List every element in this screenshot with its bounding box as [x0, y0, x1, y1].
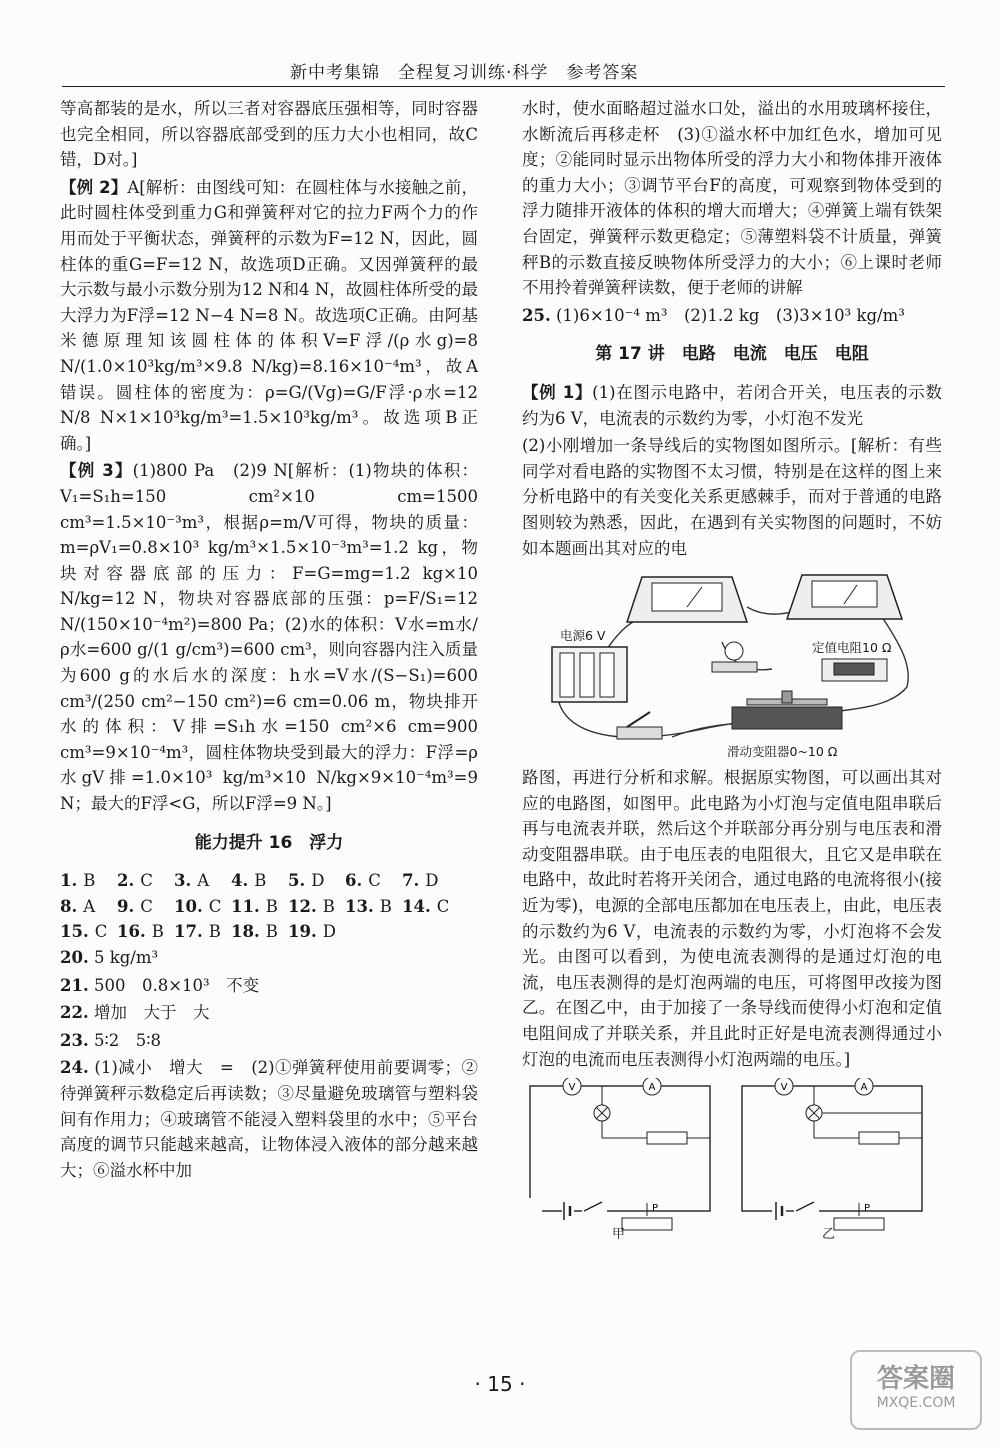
- page-number: · 15 ·: [474, 1372, 526, 1396]
- answer-choice: A: [83, 896, 96, 916]
- answer-choice: C: [368, 871, 381, 891]
- switch-icon: [617, 712, 662, 739]
- circuit-jia: [522, 1078, 710, 1230]
- answer-24: [60, 1055, 478, 1183]
- answer-number: 5.: [288, 871, 306, 891]
- rheostat-icon: [834, 1218, 884, 1230]
- answer-choice: D: [322, 922, 336, 942]
- answer-item: [288, 868, 345, 894]
- watermark-url: MXQE.COM: [876, 1395, 956, 1411]
- rheostat-icon: [732, 691, 842, 729]
- example-2: [60, 175, 478, 457]
- battery-icon: [552, 647, 627, 702]
- answer-choice: C: [436, 896, 450, 916]
- answer-number: 20.: [60, 948, 89, 967]
- answer-number: 24.: [60, 1058, 89, 1078]
- bulb-icon: [712, 642, 757, 672]
- example-label: 【例 3】: [60, 461, 133, 481]
- answer-choice: D: [425, 871, 439, 891]
- answer-choice: D: [311, 871, 325, 891]
- resistor-icon: [859, 1132, 899, 1144]
- resistor-label: 定值电阻10 Ω: [812, 640, 892, 656]
- answer-item: [402, 868, 459, 894]
- answer-grid: [60, 868, 478, 945]
- example-text: A[解析：由图线可知：在圆柱体与水接触之前，此时圆柱体受到重力G和弹簧秤对它的拉力F两个力的作用而处于平衡状态，弹簧秤的示数为F=12 N，因此，圆柱体的重G=F=12 N，故选项D正确。又因弹簧秤的最大示数与最小示数分别为12 N和4 N，故圆柱体所受的最大浮力为F浮=12 N−4 N=8 N。故选项C正确。由阿基米德原理知该圆柱体的体积V=F浮/(ρ水g)=8 N/(1.0×10³kg/m³×9.8 N/kg)=8.16×10⁻⁴m³，故A错误。圆柱体的密度为：ρ=G/(Vg)=G/F浮·ρ水=12 N/8 N×1×10³kg/m³=1.5×10³kg/m³。故选项B正确。]: [60, 177, 478, 453]
- answer-25: [522, 303, 942, 329]
- answer-number: 1.: [60, 871, 78, 891]
- answer-number: 21.: [60, 975, 89, 995]
- header-rule: [62, 86, 945, 87]
- answer-item: [60, 868, 117, 894]
- answer-number: 11.: [231, 896, 260, 916]
- answer-item: [288, 894, 345, 920]
- answer-text: (1)6×10⁻⁴ m³ (2)1.2 kg (3)3×10³ kg/m³: [555, 305, 905, 325]
- answer-item: [174, 919, 231, 945]
- answer-text: (1)减小 增大 = (2)①弹簧秤使用前要调零；②待弹簧秤示数稳定后再读数；③尽量避免玻璃管与塑料袋间有作用力；④玻璃管不能浸入塑料袋里的水中；⑤平台高度的调节只能越来越高，让物体浸入液体的部分越来越大；⑥溢水杯中加: [60, 1058, 478, 1180]
- answer-20: [60, 945, 478, 971]
- figure-label-jia: 甲: [612, 1227, 626, 1243]
- answer-choice: A: [197, 871, 210, 891]
- answer-text: 5∶2 5∶8: [93, 1030, 162, 1050]
- answer-item: [174, 868, 231, 894]
- answer-number: 12.: [288, 896, 317, 916]
- answer-choice: C: [94, 922, 108, 942]
- answer-number: 17.: [174, 922, 203, 942]
- resistor-icon: [647, 1132, 687, 1144]
- answer-choice: C: [140, 896, 153, 916]
- answer-22: [60, 1000, 478, 1026]
- answer-choice: B: [265, 896, 278, 916]
- answer-number: 3.: [174, 871, 192, 891]
- answer-choice: C: [208, 896, 222, 916]
- circuit-diagrams: [522, 1078, 932, 1243]
- physical-circuit-drawing: [522, 567, 932, 757]
- answer-item: [117, 919, 174, 945]
- ammeter-symbol: A: [648, 1082, 656, 1094]
- answer-choice: C: [140, 871, 153, 891]
- answer-item: [231, 868, 288, 894]
- answer-choice: B: [254, 871, 267, 891]
- section-title: 能力提升 16 浮力: [194, 832, 344, 853]
- answer-number: 2.: [117, 871, 135, 891]
- answer-number: 7.: [402, 871, 420, 891]
- voltmeter-symbol: V: [568, 1082, 576, 1094]
- rheostat-label: 滑动变阻器0~10 Ω: [727, 744, 838, 760]
- answer-number: 6.: [345, 871, 363, 891]
- answer-number: 9.: [117, 896, 135, 916]
- answer-item: [117, 894, 174, 920]
- answer-number: 13.: [345, 896, 374, 916]
- voltmeter-symbol: V: [780, 1082, 788, 1094]
- voltmeter-icon: [787, 575, 902, 619]
- answer-21: [60, 973, 478, 999]
- section-title: 第 17 讲 电路 电流 电压 电阻: [595, 344, 869, 365]
- answer-number: 22.: [60, 1003, 89, 1023]
- example-text: (1)800 Pa (2)9 N[解析：(1)物块的体积：V₁=S₁h=150 cm²×10 cm=1500 cm³=1.5×10⁻³m³，根据ρ=m/V可得，物块的质量：m=ρV₁=0.8×10³ kg/m³×1.5×10⁻³m³=1.2 kg，物块对容器底部的压力：F=G=mg=1.2 kg×10 N/kg=12 N，物块对容器底部的压强：p=F/S₁=12 N/(150×10⁻⁴m²)=800 Pa；(2)水的体积：V水=m水/ρ水=600 g/(1 g/cm³)=600 cm³，则向容器内注入质量为600 g的水后水的深度：h水=V水/(S−S₁)=600 cm³/(250 cm²−150 cm²)=6 cm=0.06 m，物块排开水的体积：V排=S₁h水=150 cm²×6 cm=900 cm³=9×10⁻⁴m³，圆柱体物块受到最大的浮力：F浮=ρ水gV排=1.0×10³ kg/m³×10 N/kg×9×10⁻⁴m³=9 N；最大的F浮<G，所以F浮=9 N。]: [60, 461, 478, 814]
- right-column: [522, 96, 942, 1246]
- answer-choice: B: [322, 896, 335, 916]
- watermark-logo: [850, 1350, 982, 1430]
- answer-number: 10.: [174, 896, 203, 916]
- answer-number: 15.: [60, 922, 89, 942]
- paragraph: 水时，使水面略超过溢水口处，溢出的水用玻璃杯接住，水断流后再移走杯 (3)①溢水杯中加红色水，增加可见度；②能同时显示出物体所受的浮力大小和物体排开液体的重力大小；③调节平台F的高度，可观察到物体受到的浮力随排开液体的体积的增大而增大；④弹簧上端有铁架台固定，弹簧秤示数更稳定；⑤薄塑料袋不计质量，弹簧秤B的示数直接反映物体所受浮力的大小；⑥上课时老师不用拎着弹簧秤读数，便于老师的讲解: [522, 99, 942, 298]
- answer-number: 8.: [60, 896, 78, 916]
- answer-choice: B: [265, 922, 278, 942]
- answer-choice: B: [151, 922, 164, 942]
- answer-choice: B: [208, 922, 221, 942]
- left-column: [60, 96, 478, 1185]
- answer-23: [60, 1028, 478, 1054]
- answer-number: 4.: [231, 871, 249, 891]
- answer-number: 14.: [402, 896, 431, 916]
- answer-item: [117, 868, 174, 894]
- answer-number: 16.: [117, 922, 146, 942]
- answer-number: 25.: [522, 305, 551, 325]
- ammeter-icon: [627, 577, 747, 622]
- paragraph: 等高都装的是水，所以三者对容器底压强相等，同时容器也完全相同，所以容器底部受到的压力大小也相同，故C错，D对。]: [60, 99, 478, 170]
- example-label: 【例 2】: [60, 177, 128, 197]
- answer-text: 增加 大于 大: [93, 1003, 210, 1023]
- answer-item: [288, 919, 345, 945]
- example-label: 【例 1】: [522, 382, 593, 402]
- answer-item: [60, 894, 117, 920]
- circuit-yi: [742, 1078, 922, 1230]
- answer-number: 19.: [288, 922, 317, 942]
- answer-item: [402, 894, 459, 920]
- answer-item: [174, 894, 231, 920]
- answer-choice: B: [83, 871, 96, 891]
- paragraph: 路图，再进行分析和求解。根据原实物图，可以画出其对应的电路图，如图甲。此电路为小灯泡与定值电阻串联后再与电流表并联，然后这个并联部分再分别与电压表和滑动变阻器串联。由于电压表的电阻很大，且它又是串联在电路中，故此时若将开关闭合，通过电路的电流将很小(接近为零)，电源的全部电压都加在电压表上，由此，电压表的示数约为6 V，电流表的示数约为零，小灯泡将不会发光。由图可以看到，为使电流表测得的是通过灯泡的电流，电压表测得的是灯泡两端的电压，可将图甲改接为图乙。在图乙中，由于加接了一条导线而使得小灯泡和定值电阻间成了并联关系，并且此时正好是电流表测得通过小灯泡的电流而电压表测得小灯泡两端的电压。]: [522, 768, 942, 1069]
- figure-label-yi: 乙: [822, 1227, 836, 1243]
- answer-number: 18.: [231, 922, 260, 942]
- answer-item: [231, 919, 288, 945]
- answer-number: 23.: [60, 1030, 89, 1050]
- answer-item: [60, 919, 117, 945]
- answer-item: [345, 868, 402, 894]
- running-header: 新中考集锦 全程复习训练·科学 参考答案: [290, 63, 639, 83]
- answer-text: 500 0.8×10³ 不变: [93, 975, 260, 995]
- power-supply-label: 电源6 V: [560, 628, 606, 644]
- slider-symbol: P: [864, 1203, 871, 1215]
- answer-item: [231, 894, 288, 920]
- circuit-diagram-drawing: [522, 1078, 932, 1238]
- answer-text: 5 kg/m³: [93, 948, 159, 967]
- example-3: [60, 458, 478, 816]
- example-text: (1)在图示电路中，若闭合开关，电压表的示数约为6 V，电流表的示数约为零，小灯泡不发光: [522, 382, 942, 428]
- example-1: [522, 380, 942, 431]
- answer-item: [345, 894, 402, 920]
- slider-symbol: P: [652, 1203, 659, 1215]
- watermark-main: 答案圈: [876, 1364, 955, 1394]
- fixed-resistor-icon: [822, 659, 887, 681]
- answer-choice: B: [379, 896, 392, 916]
- ammeter-symbol: A: [860, 1082, 868, 1094]
- rheostat-icon: [622, 1218, 672, 1230]
- paragraph: (2)小刚增加一条导线后的实物图如图所示。[解析：有些同学对看电路的实物图不太习惯，特别是在这样的图上来分析电路中的有关变化关系更感棘手，而对于普通的电路图则较为熟悉，因此，在遇到有关实物图的问题时，不妨如本题画出其对应的电: [522, 436, 942, 558]
- physical-circuit-figure: [522, 567, 932, 760]
